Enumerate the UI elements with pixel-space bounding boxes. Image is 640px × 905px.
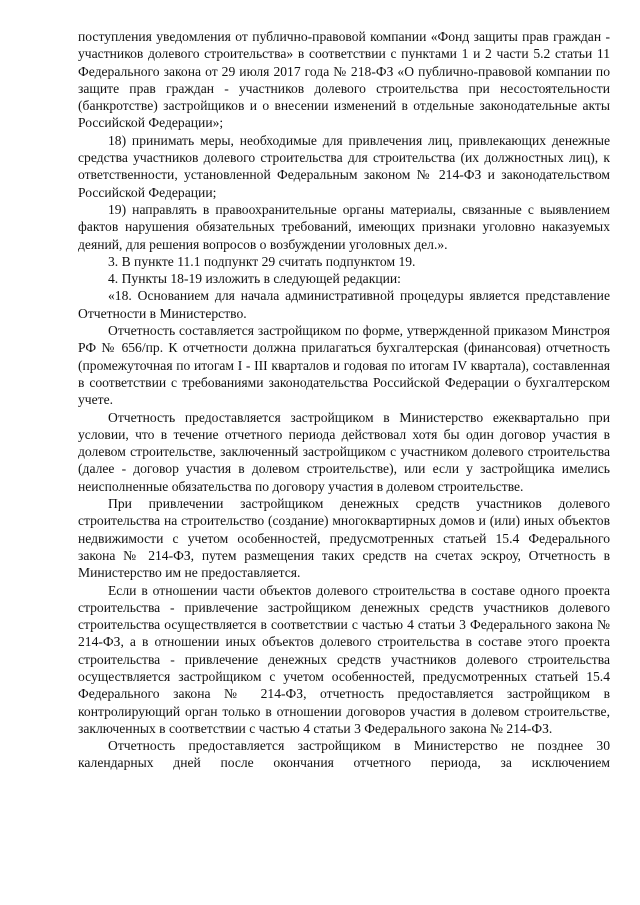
paragraph-report-form: Отчетность составляется застройщиком по форме, утвержденной приказом Минстроя РФ № 656/пр. К отчетности должна прилагаться бухгалтерская (финансовая) отчетность (промежуточная по итогам I - III кварталов и годовая по итогам IV квартала), составленная в соответствии с требованиями законодательства Российской Федерации о бухгалтерском учете. xyxy=(78,323,610,408)
paragraph-deadline: Отчетность предоставляется застройщиком в Министерство не позднее 30 календарных дней после окончания отчетного периода, за исключением xyxy=(78,738,610,771)
document-page xyxy=(78,28,610,772)
paragraph-escrow: При привлечении застройщиком денежных средств участников долевого строительства на строительство (создание) многоквартирных домов и (или) иных объектов недвижимости с учетом особенностей, предусмотренных статьей 15.4 Федерального закона № 214-ФЗ, путем размещения таких средств на счетах эскроу, Отчетность в Министерство им не предоставляется. xyxy=(78,496,610,581)
paragraph-partial-objects: Если в отношении части объектов долевого строительства в составе одного проекта строительства - привлечение застройщиком денежных средств участников долевого строительства осуществляется в соответствии с частью 4 статьи 3 Федерального закона № 214-ФЗ, а в отношении иных объектов долевого строительства в составе этого проекта строительства - привлечение денежных средств участников долевого строительства осуществляется застройщиком с учетом особенностей, предусмотренных статьей 15.4 Федерального закона № 214-ФЗ, отчетность предоставляется застройщиком в контролирующий орган только в отношении договоров участия в долевом строительстве, заключенных в соответствии с частью 4 статьи 3 Федерального закона № 214-ФЗ. xyxy=(78,582,610,736)
paragraph-report-quarterly: Отчетность предоставляется застройщиком в Министерство ежеквартально при условии, что в течение отчетного периода действовал хотя бы один договор участия в долевом строительстве, заключенный застройщиком с участником долевого строительства (далее - договор участия в долевом строительстве), или если у застройщика имелись неисполненные обязательства по договору участия в долевом строительстве. xyxy=(78,409,610,494)
paragraph-clause-18: «18. Основанием для начала административной процедуры является представление Отчетности в Министерство. xyxy=(78,288,610,321)
paragraph-item-18: 18) принимать меры, необходимые для привлечения лиц, привлекающих денежные средства участников долевого строительства для строительства (их должностных лиц), к ответственности, установленной Федеральным законом № 214-ФЗ и законодательством Российской Федерации; xyxy=(78,132,610,200)
paragraph-continuation: поступления уведомления от публично-правовой компании «Фонд защиты прав граждан - участников долевого строительства» в соответствии с пунктами 1 и 2 части 5.2 статьи 11 Федерального закона от 29 июля 2017 года № 218-ФЗ «О публично-правовой компании по защите прав граждан - участников долевого строительства при несостоятельности (банкротстве) застройщиков и о внесении изменений в отдельные законодательные акты Российской Федерации»; xyxy=(78,29,610,131)
paragraph-point-4: 4. Пункты 18-19 изложить в следующей редакции: xyxy=(108,271,401,287)
paragraph-point-3: 3. В пункте 11.1 подпункт 29 считать подпунктом 19. xyxy=(108,253,416,269)
paragraph-item-19: 19) направлять в правоохранительные органы материалы, связанные с выявлением фактов нарушения обязательных требований, имеющих признаки уголовно наказуемых деяний, для решения вопросов о возбуждении уголовных дел.». xyxy=(78,201,610,252)
